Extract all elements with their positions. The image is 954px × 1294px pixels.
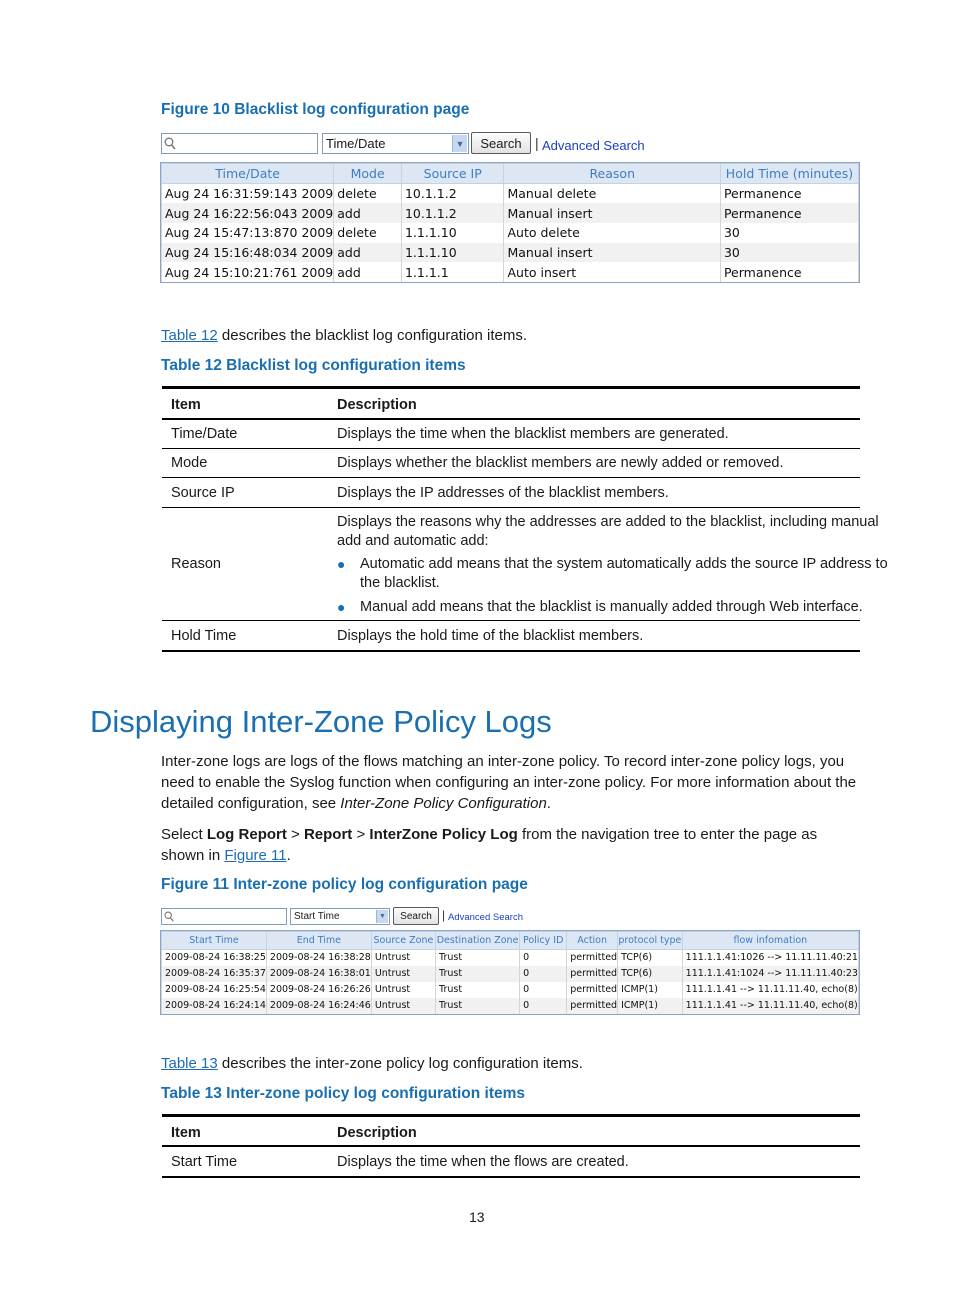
advanced-search-link[interactable]: Advanced Search xyxy=(448,912,523,923)
search-input[interactable] xyxy=(161,133,318,154)
search-button[interactable]: Search xyxy=(471,132,531,154)
table-cell: 0 xyxy=(520,966,567,982)
table-cell: 30 xyxy=(720,223,858,243)
menu-path-log-report: Log Report xyxy=(206,826,287,843)
table-cell: 0 xyxy=(520,982,567,998)
header-rule xyxy=(162,1145,860,1147)
row-description: Displays the time when the blacklist members are generated. xyxy=(337,426,729,442)
row-item: Time/Date xyxy=(171,426,238,442)
table-cell: 2009-08-24 16:25:54 xyxy=(162,982,267,998)
table-cell: ICMP(1) xyxy=(618,998,683,1014)
paragraph-line: Inter-zone logs are logs of the flows matching an inter-zone policy. To record inter-zone policy logs, you xyxy=(161,753,845,770)
text: Select xyxy=(161,826,207,843)
header-item: Item xyxy=(171,397,201,413)
table-cell: Auto delete xyxy=(504,223,720,243)
paragraph-text: describes the inter-zone policy log configuration items. xyxy=(217,1055,583,1072)
row-item: Start Time xyxy=(171,1154,238,1170)
table-cell: 1.1.1.10 xyxy=(401,243,504,263)
table-cell: 0 xyxy=(520,998,567,1014)
menu-path-report: Report xyxy=(303,826,353,843)
row-description: Displays the time when the flows are created. xyxy=(337,1154,629,1170)
separator: | xyxy=(535,135,539,151)
text: shown in xyxy=(161,847,225,864)
select-value: Time/Date xyxy=(326,136,386,151)
table-cell: Manual insert xyxy=(504,243,720,263)
column-header[interactable]: flow infomation xyxy=(682,932,858,950)
row-item: Mode xyxy=(171,455,208,471)
table-top-rule xyxy=(162,386,860,389)
table-row xyxy=(162,966,859,982)
bullet-icon: ● xyxy=(337,556,346,572)
table-cell: add xyxy=(334,243,402,263)
text: > xyxy=(352,826,370,843)
column-header[interactable]: Hold Time (minutes) xyxy=(720,164,858,184)
column-header[interactable]: Policy ID xyxy=(520,932,567,950)
row-item: Source IP xyxy=(171,485,235,501)
table-row xyxy=(162,203,859,223)
table-cell: TCP(6) xyxy=(618,966,683,982)
table-cell: permitted xyxy=(567,998,618,1014)
table-cell: 10.1.1.2 xyxy=(401,184,504,204)
paragraph-line: need to enable the Syslog function when configuring an inter-zone policy. For more information about the xyxy=(161,774,857,791)
table-cell: 2009-08-24 16:38:28 xyxy=(266,950,371,966)
table-cell: Permanence xyxy=(720,203,858,223)
header-description: Description xyxy=(337,1125,417,1141)
table-cell: 30 xyxy=(720,243,858,263)
search-input[interactable] xyxy=(161,908,287,925)
table-cell: 111.1.1.41 --> 11.11.11.40, echo(8) xyxy=(682,998,858,1014)
search-field-select[interactable] xyxy=(290,908,390,925)
guide-reference: Inter-Zone Policy Configuration xyxy=(340,795,547,812)
table-12-link[interactable]: Table 12 xyxy=(161,327,218,344)
separator: | xyxy=(442,908,446,922)
table-cell: Untrust xyxy=(371,982,435,998)
table-cell: permitted xyxy=(567,982,618,998)
blacklist-log-table xyxy=(161,163,859,282)
table-cell: permitted xyxy=(567,966,618,982)
table-cell: 111.1.1.41 --> 11.11.11.40, echo(8) xyxy=(682,982,858,998)
table-bottom-rule xyxy=(162,1176,860,1178)
table-cell: add xyxy=(334,262,402,282)
header-item: Item xyxy=(171,1125,201,1141)
table-cell: Manual delete xyxy=(504,184,720,204)
table-row xyxy=(162,243,859,263)
table-cell: 2009-08-24 16:26:26 xyxy=(266,982,371,998)
column-header[interactable]: Time/Date xyxy=(162,164,334,184)
table-cell: delete xyxy=(334,223,402,243)
table-cell: 1.1.1.1 xyxy=(401,262,504,282)
table-12-caption: Table 12 Blacklist log configuration items xyxy=(161,357,466,374)
table-cell: Trust xyxy=(436,950,520,966)
row-item: Reason xyxy=(171,556,221,572)
section-paragraph-2 xyxy=(161,824,817,866)
paragraph-line xyxy=(161,824,817,845)
table-cell: permitted xyxy=(567,950,618,966)
chevron-down-icon: ▼ xyxy=(376,910,388,923)
paragraph-line xyxy=(161,793,856,814)
table-cell: Aug 24 16:31:59:143 2009 xyxy=(162,184,334,204)
advanced-search-link[interactable]: Advanced Search xyxy=(542,138,645,153)
table-cell: 111.1.1.41:1026 --> 11.11.11.40:21 xyxy=(682,950,858,966)
table-cell: 10.1.1.2 xyxy=(401,203,504,223)
paragraph-text: describes the blacklist log configuration items. xyxy=(217,327,528,344)
table-cell: 111.1.1.41:1024 --> 11.11.11.40:23 xyxy=(682,966,858,982)
interzone-policy-log-table xyxy=(161,931,859,1014)
table-cell: Untrust xyxy=(371,998,435,1014)
table-cell: 2009-08-24 16:24:14 xyxy=(162,998,267,1014)
table-13-link[interactable]: Table 13 xyxy=(161,1055,218,1072)
table-cell: Permanence xyxy=(720,184,858,204)
table-cell: Untrust xyxy=(371,950,435,966)
row-item: Hold Time xyxy=(171,628,237,644)
table-cell: TCP(6) xyxy=(618,950,683,966)
column-header[interactable]: Action xyxy=(567,932,618,950)
row-rule xyxy=(162,448,860,449)
column-header[interactable]: Reason xyxy=(504,164,720,184)
table-cell: Permanence xyxy=(720,262,858,282)
table-cell: ICMP(1) xyxy=(618,982,683,998)
table-cell: Aug 24 15:10:21:761 2009 xyxy=(162,262,334,282)
table-cell: Auto insert xyxy=(504,262,720,282)
column-header[interactable]: Mode xyxy=(334,164,402,184)
table-cell: 1.1.1.10 xyxy=(401,223,504,243)
row-rule xyxy=(162,507,860,508)
table-top-rule xyxy=(162,1114,860,1117)
header-rule xyxy=(162,418,860,420)
table-cell: Trust xyxy=(436,966,520,982)
text: > xyxy=(286,826,304,843)
table-header-row xyxy=(162,164,859,184)
table-cell: Manual insert xyxy=(504,203,720,223)
row-description: Displays the IP addresses of the blacklist members. xyxy=(337,485,669,501)
paragraph-table12-ref xyxy=(161,325,527,346)
table-row xyxy=(162,998,859,1014)
row-description: Displays the reasons why the addresses are added to the blacklist, including manual xyxy=(337,514,879,530)
search-icon xyxy=(164,911,174,922)
text: detailed configuration, see xyxy=(161,795,341,812)
table-header-row xyxy=(162,932,859,950)
column-header[interactable]: protocol type xyxy=(618,932,683,950)
column-header[interactable]: End Time xyxy=(266,932,371,950)
page-number: 13 xyxy=(469,1209,485,1225)
row-description: Displays the hold time of the blacklist members. xyxy=(337,628,644,644)
column-header[interactable]: Source Zone xyxy=(371,932,435,950)
header-description: Description xyxy=(337,397,417,413)
search-button[interactable]: Search xyxy=(393,907,439,925)
table-cell: Trust xyxy=(436,998,520,1014)
section-title: Displaying Inter-Zone Policy Logs xyxy=(90,704,552,739)
column-header[interactable]: Source IP xyxy=(401,164,504,184)
table-cell: Aug 24 15:16:48:034 2009 xyxy=(162,243,334,263)
table-cell: Trust xyxy=(436,982,520,998)
bullet-text: Manual add means that the blacklist is manually added through Web interface. xyxy=(360,599,863,615)
table-cell: Aug 24 16:22:56:043 2009 xyxy=(162,203,334,223)
bullet-text: Automatic add means that the system automatically adds the source IP address to xyxy=(360,556,888,572)
text: . xyxy=(286,847,291,864)
figure-10-caption: Figure 10 Blacklist log configuration page xyxy=(161,101,470,118)
table-row xyxy=(162,223,859,243)
menu-path-interzone-policy-log: InterZone Policy Log xyxy=(369,826,518,843)
search-field-select[interactable] xyxy=(322,133,469,154)
text: . xyxy=(546,795,551,812)
table-bottom-rule xyxy=(162,650,860,652)
table-13-caption: Table 13 Inter-zone policy log configuration items xyxy=(161,1085,526,1102)
table-row xyxy=(162,262,859,282)
table-cell: 0 xyxy=(520,950,567,966)
figure-11-caption: Figure 11 Inter-zone policy log configuration page xyxy=(161,876,528,893)
section-paragraph-1 xyxy=(161,751,856,814)
table-cell: Untrust xyxy=(371,966,435,982)
table-cell: delete xyxy=(334,184,402,204)
row-rule xyxy=(162,477,860,478)
table-cell: Aug 24 15:47:13:870 2009 xyxy=(162,223,334,243)
row-description: Displays whether the blacklist members are newly added or removed. xyxy=(337,455,784,471)
table-row xyxy=(162,950,859,966)
table-row xyxy=(162,982,859,998)
figure-11-link[interactable]: Figure 11 xyxy=(224,847,287,864)
table-cell: 2009-08-24 16:24:46 xyxy=(266,998,371,1014)
table-row xyxy=(162,184,859,204)
text: from the navigation tree to enter the page as xyxy=(517,826,818,843)
column-header[interactable]: Start Time xyxy=(162,932,267,950)
search-icon xyxy=(164,137,176,150)
table-cell: 2009-08-24 16:38:25 xyxy=(162,950,267,966)
table-cell: add xyxy=(334,203,402,223)
bullet-icon: ● xyxy=(337,599,346,615)
chevron-down-icon: ▼ xyxy=(452,135,467,152)
paragraph-line xyxy=(161,845,817,866)
column-header[interactable]: Destination Zone xyxy=(436,932,520,950)
paragraph-table13-ref xyxy=(161,1053,583,1074)
table-cell: 2009-08-24 16:35:37 xyxy=(162,966,267,982)
row-description: add and automatic add: xyxy=(337,533,489,549)
row-rule xyxy=(162,620,860,621)
bullet-text: the blacklist. xyxy=(360,575,440,591)
table-cell: 2009-08-24 16:38:01 xyxy=(266,966,371,982)
select-value: Start Time xyxy=(294,911,340,922)
